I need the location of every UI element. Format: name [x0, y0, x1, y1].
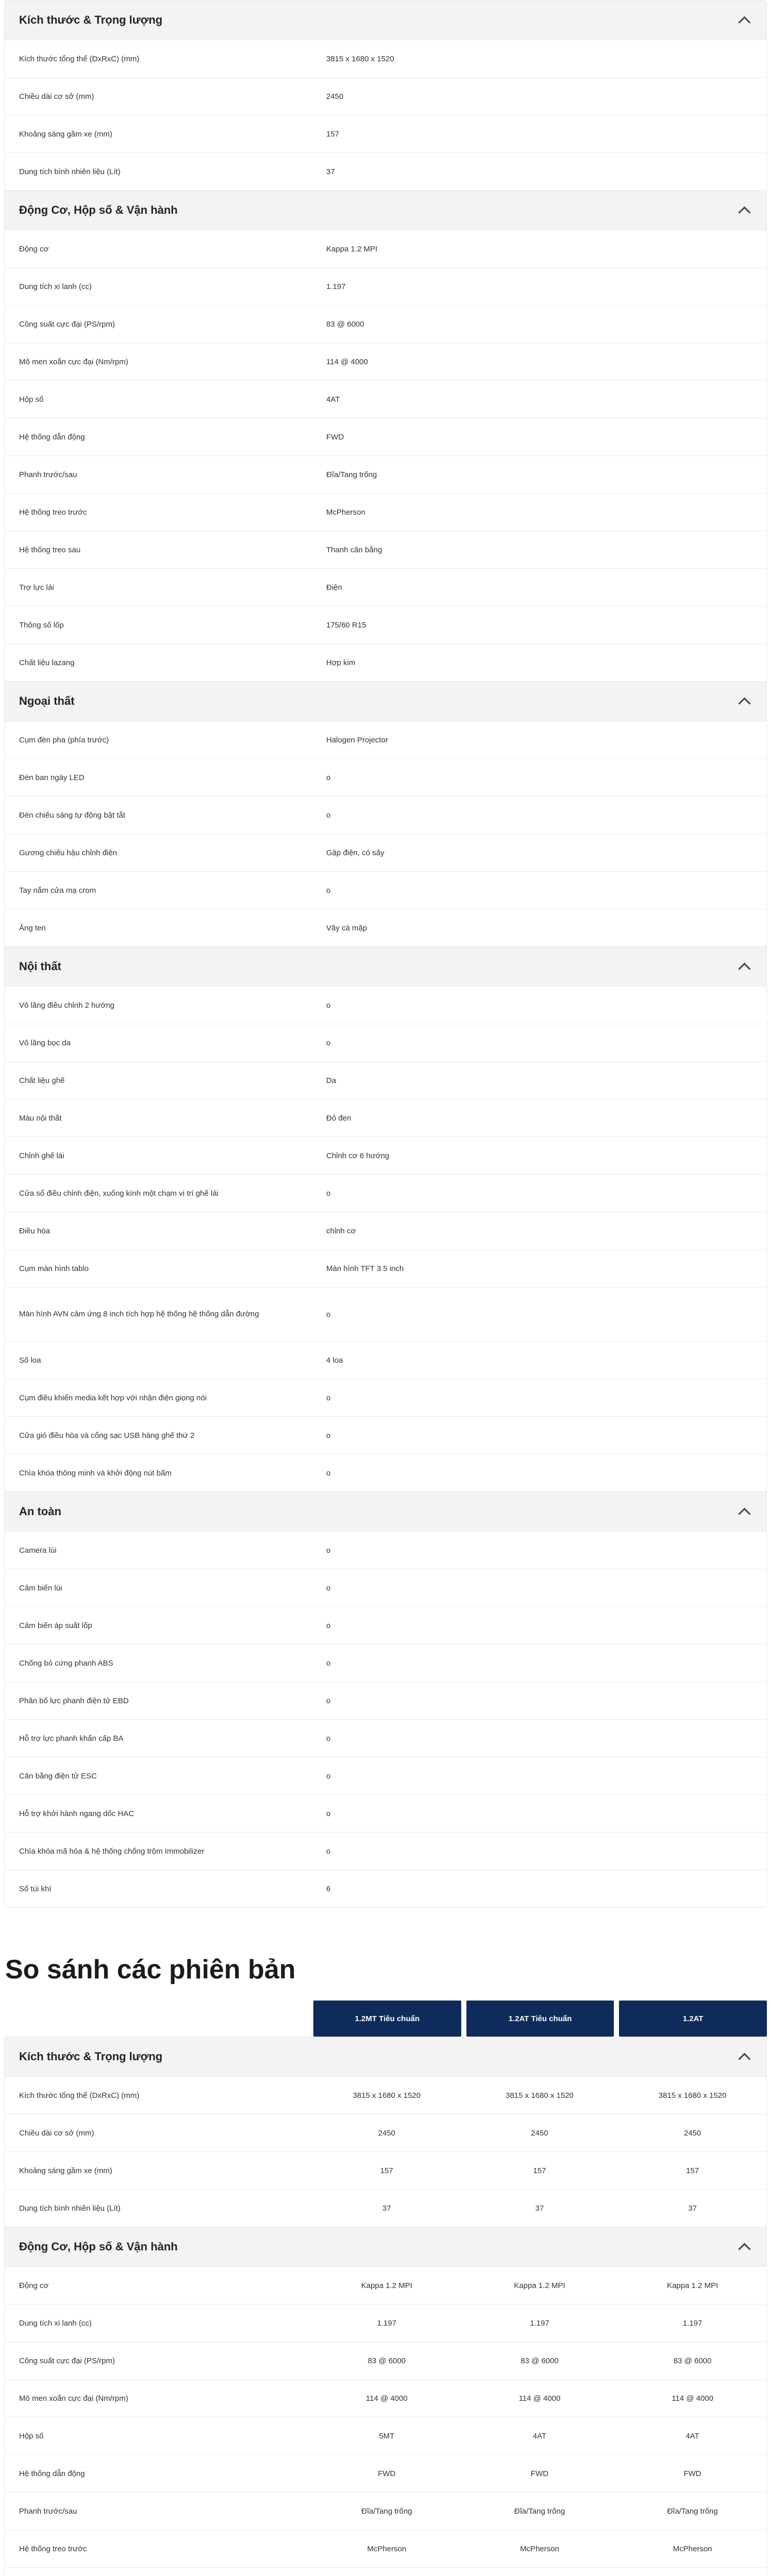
spec-row: [5, 568, 766, 606]
compare-title: So sánh các phiên bản: [5, 1955, 296, 1985]
chevron-up-icon[interactable]: [738, 2053, 750, 2065]
spec-row: [5, 115, 766, 152]
spec-label: Vô lăng điều chỉnh 2 hướng: [19, 1001, 115, 1010]
spec-row: [5, 871, 766, 909]
spec-row: [5, 493, 766, 531]
compare-value-3: 2450: [683, 2128, 701, 2138]
compare-table: [4, 2037, 767, 2576]
category-title: Ngoại thất: [19, 694, 75, 707]
version-col-3[interactable]: 1.2AT: [619, 2001, 767, 2037]
spec-value: o: [326, 1583, 331, 1592]
version-col-1[interactable]: 1.2MT Tiêu chuẩn: [313, 2001, 461, 2037]
compare-label: Hệ thống treo trước: [19, 2544, 87, 2553]
compare-value-3: FWD: [683, 2469, 701, 2478]
spec-label: Gương chiếu hậu chỉnh điện: [19, 848, 118, 857]
compare-label: Dung tích bình nhiên liệu (Lít): [19, 2204, 121, 2213]
spec-label: Cảm biến lùi: [19, 1583, 62, 1592]
compare-value-2: Kappa 1.2 MPI: [514, 2281, 565, 2290]
compare-row: [5, 2304, 766, 2342]
category-title: Động Cơ, Hộp số & Vận hành: [19, 204, 178, 216]
spec-label: Cửa sổ điều chỉnh điện, xuống kính một chạm vị trí ghế lái: [19, 1189, 219, 1198]
spec-value: o: [326, 1846, 331, 1856]
spec-label: Kích thước tổng thể (DxRxC) (mm): [19, 54, 140, 63]
spec-label: Chìa khóa thông minh và khởi động nút bấm: [19, 1468, 172, 1478]
compare-value-3: 4AT: [685, 2431, 699, 2441]
spec-row: [5, 1832, 766, 1870]
compare-value-2: 3815 x 1680 x 1520: [506, 2091, 574, 2100]
compare-value-3: Đĩa/Tang trống: [667, 2506, 718, 2516]
spec-label: Hỗ trợ khởi hành ngang dốc HAC: [19, 1809, 135, 1818]
category-title: Kích thước & Trọng lượng: [19, 2050, 163, 2063]
compare-value-1: 5MT: [379, 2431, 395, 2441]
spec-label: Chìa khóa mã hóa & hệ thống chống trộm Immobilizer: [19, 1846, 205, 1856]
spec-row: [5, 909, 766, 946]
compare-row: [5, 2454, 766, 2492]
spec-label: Trợ lực lái: [19, 583, 54, 592]
spec-value: o: [326, 1431, 331, 1440]
spec-value: o: [326, 1189, 331, 1198]
spec-value: Màn hình TFT 3.5 inch: [326, 1264, 404, 1273]
compare-value-2: 4AT: [532, 2431, 547, 2441]
spec-row: [5, 1416, 766, 1454]
spec-label: Động cơ: [19, 244, 49, 253]
spec-label: Cân bằng điện tử ESC: [19, 1771, 97, 1781]
compare-value-1: 83 @ 6000: [367, 2356, 406, 2365]
spec-value: Đĩa/Tang trống: [326, 470, 377, 479]
spec-label: Công suất cực đại (PS/rpm): [19, 319, 115, 329]
spec-value: o: [326, 1658, 331, 1668]
spec-label: Số loa: [19, 1355, 41, 1365]
spec-value: 37: [326, 167, 335, 176]
compare-label: Phanh trước/sau: [19, 2506, 77, 2516]
spec-row: [5, 1682, 766, 1719]
spec-value: o: [326, 810, 331, 820]
spec-label: Màn hình AVN cảm ứng 8 inch tích hợp hệ thống hệ thống dẫn đường: [19, 1310, 259, 1318]
spec-label: Phân bổ lực phanh điện tử EBD: [19, 1696, 129, 1705]
compare-row: [5, 2530, 766, 2567]
compare-value-3: 157: [686, 2166, 699, 2175]
spec-row: [5, 1569, 766, 1606]
spec-row: [5, 758, 766, 796]
spec-value: 4 loa: [326, 1355, 343, 1365]
spec-label: Hệ thống treo sau: [19, 545, 81, 554]
spec-row: [5, 1870, 766, 1907]
spec-value: o: [326, 886, 331, 895]
chevron-up-icon[interactable]: [738, 962, 750, 975]
spec-label: Khoảng sáng gầm xe (mm): [19, 129, 112, 139]
spec-value: o: [326, 773, 331, 782]
version-col-2[interactable]: 1.2AT Tiêu chuẩn: [466, 2001, 614, 2037]
compare-category-header[interactable]: [5, 2227, 766, 2266]
spec-label: Chỉnh ghế lái: [19, 1151, 64, 1160]
spec-row: [5, 1379, 766, 1416]
spec-value: 175/60 R15: [326, 620, 366, 630]
spec-label: Hệ thống dẫn động: [19, 432, 85, 442]
spec-value: 2450: [326, 92, 344, 101]
spec-row: [5, 1099, 766, 1137]
spec-label: Chống bó cứng phanh ABS: [19, 1658, 113, 1668]
spec-value: o: [326, 1310, 331, 1319]
spec-row: [5, 1287, 766, 1341]
spec-value: o: [326, 1771, 331, 1781]
compare-row: [5, 2266, 766, 2304]
compare-value-1: 3815 x 1680 x 1520: [353, 2091, 421, 2100]
spec-label: Hệ thống treo trước: [19, 507, 87, 517]
category-title: Động Cơ, Hộp số & Vận hành: [19, 2240, 178, 2253]
spec-row: [5, 1137, 766, 1174]
compare-label: Hệ thống dẫn động: [19, 2469, 85, 2478]
compare-value-3: 83 @ 6000: [673, 2356, 712, 2365]
spec-row: [5, 986, 766, 1024]
spec-category-header[interactable]: [5, 190, 766, 230]
compare-value-2: 157: [533, 2166, 546, 2175]
spec-label: Điều hòa: [19, 1226, 51, 1235]
spec-row: [5, 606, 766, 643]
compare-value-1: 37: [382, 2204, 391, 2213]
spec-value: 1.197: [326, 282, 346, 291]
compare-value-2: 37: [535, 2204, 544, 2213]
compare-value-1: Kappa 1.2 MPI: [361, 2281, 412, 2290]
spec-label: Tay nắm cửa mạ crom: [19, 886, 96, 895]
spec-value: o: [326, 1546, 331, 1555]
spec-value: 4AT: [326, 395, 340, 404]
compare-row: [5, 2342, 766, 2379]
chevron-up-icon[interactable]: [738, 16, 750, 28]
compare-row: [5, 2417, 766, 2454]
compare-value-1: 114 @ 4000: [365, 2394, 408, 2403]
chevron-up-icon[interactable]: [738, 1507, 750, 1520]
compare-value-3: 114 @ 4000: [672, 2394, 714, 2403]
spec-row: [5, 1454, 766, 1492]
spec-value: Kappa 1.2 MPI: [326, 244, 378, 253]
spec-value: chỉnh cơ: [326, 1226, 356, 1235]
compare-row: [5, 2114, 766, 2151]
compare-label: Khoảng sáng gầm xe (mm): [19, 2166, 112, 2175]
spec-value: Hợp kim: [326, 658, 356, 667]
spec-value: 157: [326, 129, 340, 139]
spec-label: Cụm đèn pha (phía trước): [19, 735, 109, 744]
compare-header: [4, 2001, 767, 2037]
spec-value: Vây cá mập: [326, 923, 367, 933]
compare-label: Kích thước tổng thể (DxRxC) (mm): [19, 2091, 140, 2100]
spec-row: [5, 230, 766, 267]
spec-value: Điện: [326, 583, 342, 592]
spec-row: [5, 380, 766, 418]
spec-value: o: [326, 1696, 331, 1705]
spec-label: Cụm màn hình tablo: [19, 1264, 89, 1273]
chevron-up-icon[interactable]: [738, 206, 750, 218]
chevron-up-icon[interactable]: [738, 2243, 750, 2255]
category-title: Kích thước & Trọng lượng: [19, 13, 163, 26]
spec-label: Màu nội thất: [19, 1113, 62, 1123]
spec-label: Cụm điều khiển media kết hợp với nhận điện giọng nói: [19, 1393, 207, 1402]
spec-row: [5, 343, 766, 380]
spec-label: Ăng ten: [19, 923, 46, 933]
spec-value: Thanh cân bằng: [326, 545, 382, 554]
category-title: An toàn: [19, 1505, 61, 1518]
spec-row: [5, 1644, 766, 1682]
spec-category-header[interactable]: [5, 1, 766, 40]
spec-row: [5, 1024, 766, 1061]
spec-row: [5, 531, 766, 568]
spec-value: o: [326, 1809, 331, 1818]
compare-row: [5, 2151, 766, 2189]
spec-row: [5, 1606, 766, 1644]
compare-row: [5, 2076, 766, 2114]
compare-value-1: Đĩa/Tang trống: [361, 2506, 412, 2516]
spec-row: [5, 455, 766, 493]
spec-label: Thông số lốp: [19, 620, 64, 630]
spec-label: Chất liệu ghế: [19, 1076, 65, 1085]
spec-row: [5, 643, 766, 681]
spec-row: [5, 1757, 766, 1794]
compare-value-2: McPherson: [520, 2544, 559, 2553]
spec-value: o: [326, 1393, 331, 1402]
spec-row: [5, 1061, 766, 1099]
compare-row: [5, 2567, 766, 2576]
compare-value-3: 37: [688, 2204, 697, 2213]
spec-value: 6: [326, 1884, 331, 1893]
spec-row: [5, 721, 766, 758]
spec-row: [5, 1719, 766, 1757]
spec-value: Gập điện, có sấy: [326, 848, 384, 857]
spec-label: Vô lăng bọc da: [19, 1038, 71, 1047]
spec-row: [5, 1531, 766, 1569]
compare-value-3: 1.197: [682, 2318, 702, 2328]
spec-value: Đỏ đen: [326, 1113, 351, 1123]
compare-label: Hộp số: [19, 2431, 44, 2441]
spec-value: FWD: [326, 432, 344, 442]
compare-row: [5, 2492, 766, 2530]
spec-label: Chiều dài cơ sở (mm): [19, 92, 94, 101]
spec-value: o: [326, 1001, 331, 1010]
spec-row: [5, 834, 766, 871]
spec-category-header[interactable]: [5, 1492, 766, 1531]
compare-value-1: FWD: [378, 2469, 396, 2478]
spec-row: [5, 40, 766, 77]
spec-label: Cảm biến áp suất lốp: [19, 1621, 92, 1630]
spec-row: [5, 152, 766, 190]
spec-row: [5, 418, 766, 455]
spec-row: [5, 77, 766, 115]
spec-row: [5, 1174, 766, 1212]
spec-value: o: [326, 1468, 331, 1478]
compare-row: [5, 2379, 766, 2417]
spec-label: Hỗ trợ lực phanh khẩn cấp BA: [19, 1734, 124, 1743]
spec-label: Chất liệu lazang: [19, 658, 75, 667]
compare-label: Chiều dài cơ sở (mm): [19, 2128, 94, 2138]
spec-value: Halogen Projector: [326, 735, 389, 744]
spec-label: Hộp số: [19, 395, 44, 404]
spec-row: [5, 1212, 766, 1249]
spec-label: Đèn ban ngày LED: [19, 773, 85, 782]
spec-label: Cửa gió điều hòa và cổng sạc USB hàng ghế thứ 2: [19, 1431, 195, 1440]
spec-row: [5, 1341, 766, 1379]
spec-value: McPherson: [326, 507, 365, 517]
compare-value-2: Đĩa/Tang trống: [514, 2506, 565, 2516]
spec-label: Dung tích bình nhiên liệu (Lít): [19, 167, 121, 176]
spec-category-header[interactable]: [5, 946, 766, 986]
spec-value: o: [326, 1038, 331, 1047]
compare-value-2: 1.197: [530, 2318, 549, 2328]
spec-label: Dung tích xi lanh (cc): [19, 282, 92, 291]
spec-row: [5, 796, 766, 834]
spec-label: Số túi khí: [19, 1884, 52, 1893]
spec-label: Đèn chiếu sáng tự động bật tắt: [19, 810, 126, 820]
spec-value: Da: [326, 1076, 337, 1085]
compare-value-1: McPherson: [367, 2544, 407, 2553]
compare-value-2: 114 @ 4000: [518, 2394, 561, 2403]
compare-label: Công suất cực đại (PS/rpm): [19, 2356, 115, 2365]
compare-value-3: McPherson: [673, 2544, 712, 2553]
spec-row: [5, 1794, 766, 1832]
compare-value-2: 83 @ 6000: [521, 2356, 559, 2365]
compare-row: [5, 2189, 766, 2227]
spec-label: Phanh trước/sau: [19, 470, 77, 479]
spec-value: o: [326, 1621, 331, 1630]
compare-header-blank: [4, 2001, 308, 2037]
compare-value-2: FWD: [530, 2469, 549, 2478]
spec-value: o: [326, 1734, 331, 1743]
chevron-up-icon[interactable]: [738, 697, 750, 709]
compare-value-1: 157: [380, 2166, 393, 2175]
spec-row: [5, 305, 766, 343]
spec-table: [4, 0, 767, 1908]
compare-value-3: Kappa 1.2 MPI: [667, 2281, 718, 2290]
spec-value: 3815 x 1680 x 1520: [326, 54, 394, 63]
compare-value-2: 2450: [531, 2128, 548, 2138]
compare-value-1: 2450: [378, 2128, 396, 2138]
compare-value-3: 3815 x 1680 x 1520: [658, 2091, 727, 2100]
compare-label: Dung tích xi lanh (cc): [19, 2318, 92, 2328]
spec-value: 83 @ 6000: [326, 319, 364, 329]
spec-row: [5, 267, 766, 305]
compare-label: Động cơ: [19, 2281, 49, 2290]
category-title: Nội thất: [19, 960, 61, 973]
spec-category-header[interactable]: [5, 681, 766, 721]
spec-label: Camera lùi: [19, 1546, 57, 1555]
spec-value: Chỉnh cơ 6 hướng: [326, 1151, 390, 1160]
spec-row: [5, 1249, 766, 1287]
spec-label: Mô men xoắn cực đại (Nm/rpm): [19, 357, 128, 366]
spec-value: 114 @ 4000: [326, 357, 368, 366]
compare-category-header[interactable]: [5, 2037, 766, 2076]
compare-value-1: 1.197: [377, 2318, 397, 2328]
compare-label: Mô men xoắn cực đại (Nm/rpm): [19, 2394, 128, 2403]
